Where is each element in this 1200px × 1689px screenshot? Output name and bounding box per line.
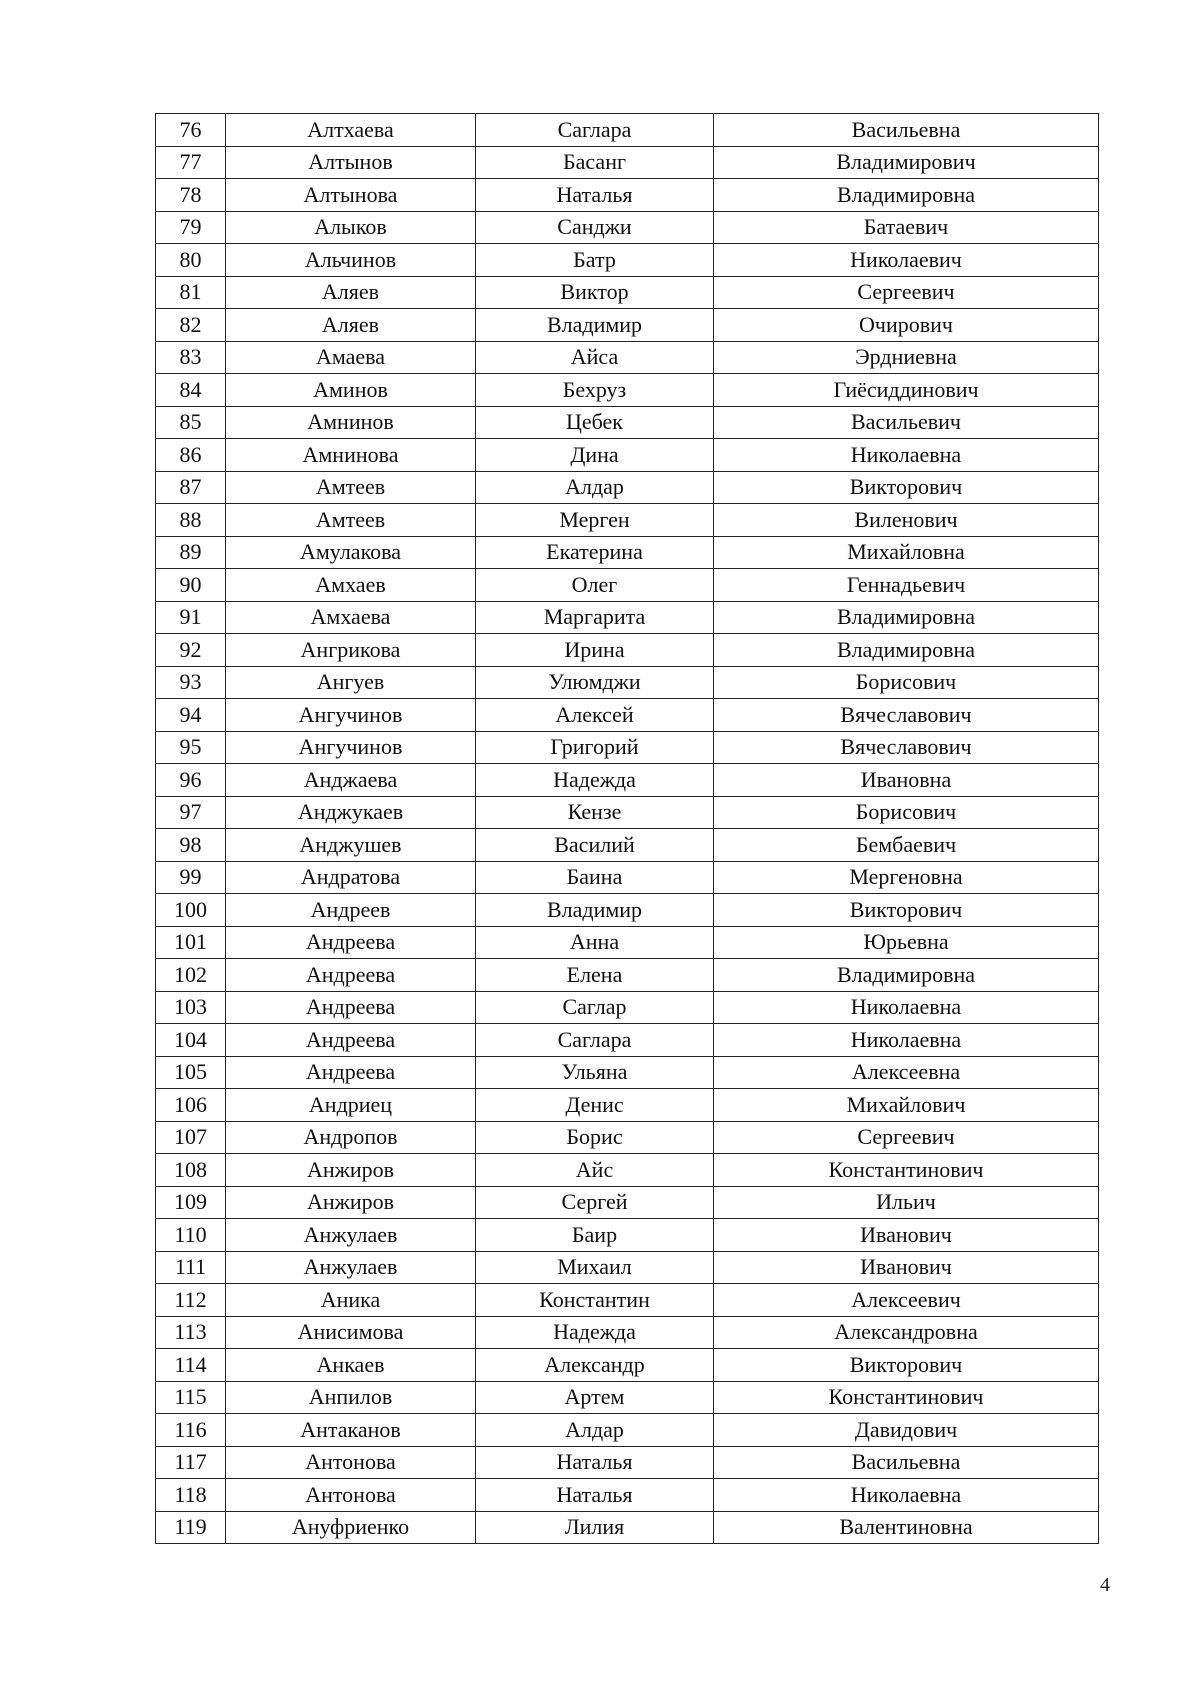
last-name-cell: Амхаев bbox=[226, 569, 476, 602]
row-number-cell: 108 bbox=[156, 1154, 226, 1187]
last-name-cell: Андратова bbox=[226, 861, 476, 894]
patronymic-cell: Ивановна bbox=[714, 764, 1099, 797]
last-name-cell: Анпилов bbox=[226, 1381, 476, 1414]
patronymic-cell: Сергеевич bbox=[714, 1121, 1099, 1154]
last-name-cell: Анджаева bbox=[226, 764, 476, 797]
first-name-cell: Басанг bbox=[476, 146, 714, 179]
last-name-cell: Амнинова bbox=[226, 439, 476, 472]
first-name-cell: Надежда bbox=[476, 764, 714, 797]
table-row bbox=[156, 666, 1099, 699]
table-row bbox=[156, 1446, 1099, 1479]
patronymic-cell: Давидович bbox=[714, 1414, 1099, 1447]
table-row bbox=[156, 374, 1099, 407]
patronymic-cell: Николаевна bbox=[714, 991, 1099, 1024]
table-row bbox=[156, 1154, 1099, 1187]
patronymic-cell: Борисович bbox=[714, 666, 1099, 699]
first-name-cell: Наталья bbox=[476, 1479, 714, 1512]
row-number-cell: 114 bbox=[156, 1349, 226, 1382]
row-number-cell: 96 bbox=[156, 764, 226, 797]
patronymic-cell: Николаевна bbox=[714, 1024, 1099, 1057]
table-row bbox=[156, 1316, 1099, 1349]
table-row bbox=[156, 276, 1099, 309]
row-number-cell: 105 bbox=[156, 1056, 226, 1089]
row-number-cell: 85 bbox=[156, 406, 226, 439]
patronymic-cell: Николаевна bbox=[714, 439, 1099, 472]
patronymic-cell: Эрдниевна bbox=[714, 341, 1099, 374]
first-name-cell: Баир bbox=[476, 1219, 714, 1252]
row-number-cell: 87 bbox=[156, 471, 226, 504]
row-number-cell: 97 bbox=[156, 796, 226, 829]
first-name-cell: Василий bbox=[476, 829, 714, 862]
row-number-cell: 78 bbox=[156, 179, 226, 212]
patronymic-cell: Мергеновна bbox=[714, 861, 1099, 894]
last-name-cell: Анжулаев bbox=[226, 1219, 476, 1252]
last-name-cell: Андриец bbox=[226, 1089, 476, 1122]
row-number-cell: 104 bbox=[156, 1024, 226, 1057]
row-number-cell: 103 bbox=[156, 991, 226, 1024]
patronymic-cell: Гиёсиддинович bbox=[714, 374, 1099, 407]
patronymic-cell: Алексеевна bbox=[714, 1056, 1099, 1089]
first-name-cell: Цебек bbox=[476, 406, 714, 439]
last-name-cell: Ангучинов bbox=[226, 731, 476, 764]
last-name-cell: Амулакова bbox=[226, 536, 476, 569]
table-row bbox=[156, 894, 1099, 927]
table-row bbox=[156, 341, 1099, 374]
table-row bbox=[156, 861, 1099, 894]
patronymic-cell: Виленович bbox=[714, 504, 1099, 537]
patronymic-cell: Владимировна bbox=[714, 634, 1099, 667]
last-name-cell: Антонова bbox=[226, 1446, 476, 1479]
first-name-cell: Владимир bbox=[476, 894, 714, 927]
row-number-cell: 82 bbox=[156, 309, 226, 342]
first-name-cell: Саглара bbox=[476, 1024, 714, 1057]
patronymic-cell: Батаевич bbox=[714, 211, 1099, 244]
row-number-cell: 98 bbox=[156, 829, 226, 862]
last-name-cell: Амтеев bbox=[226, 471, 476, 504]
first-name-cell: Баина bbox=[476, 861, 714, 894]
first-name-cell: Виктор bbox=[476, 276, 714, 309]
table-row bbox=[156, 406, 1099, 439]
table-row bbox=[156, 1251, 1099, 1284]
last-name-cell: Анджушев bbox=[226, 829, 476, 862]
last-name-cell: Аника bbox=[226, 1284, 476, 1317]
row-number-cell: 92 bbox=[156, 634, 226, 667]
first-name-cell: Бехруз bbox=[476, 374, 714, 407]
patronymic-cell: Константинович bbox=[714, 1381, 1099, 1414]
patronymic-cell: Юрьевна bbox=[714, 926, 1099, 959]
patronymic-cell: Васильевна bbox=[714, 1446, 1099, 1479]
table-row bbox=[156, 244, 1099, 277]
patronymic-cell: Вячеславович bbox=[714, 731, 1099, 764]
first-name-cell: Саглара bbox=[476, 114, 714, 147]
first-name-cell: Олег bbox=[476, 569, 714, 602]
first-name-cell: Константин bbox=[476, 1284, 714, 1317]
row-number-cell: 83 bbox=[156, 341, 226, 374]
row-number-cell: 106 bbox=[156, 1089, 226, 1122]
patronymic-cell: Викторович bbox=[714, 894, 1099, 927]
row-number-cell: 107 bbox=[156, 1121, 226, 1154]
table-row bbox=[156, 1121, 1099, 1154]
last-name-cell: Андропов bbox=[226, 1121, 476, 1154]
first-name-cell: Алдар bbox=[476, 471, 714, 504]
last-name-cell: Амтеев bbox=[226, 504, 476, 537]
first-name-cell: Мерген bbox=[476, 504, 714, 537]
table-row bbox=[156, 1186, 1099, 1219]
table-row bbox=[156, 1381, 1099, 1414]
last-name-cell: Амаева bbox=[226, 341, 476, 374]
table-row bbox=[156, 114, 1099, 147]
row-number-cell: 101 bbox=[156, 926, 226, 959]
last-name-cell: Аляев bbox=[226, 309, 476, 342]
last-name-cell: Анисимова bbox=[226, 1316, 476, 1349]
table-row bbox=[156, 1284, 1099, 1317]
row-number-cell: 91 bbox=[156, 601, 226, 634]
table-row bbox=[156, 569, 1099, 602]
row-number-cell: 76 bbox=[156, 114, 226, 147]
patronymic-cell: Михайловна bbox=[714, 536, 1099, 569]
first-name-cell: Ирина bbox=[476, 634, 714, 667]
last-name-cell: Амхаева bbox=[226, 601, 476, 634]
last-name-cell: Андреева bbox=[226, 1056, 476, 1089]
table-row bbox=[156, 991, 1099, 1024]
patronymic-cell: Николаевич bbox=[714, 244, 1099, 277]
last-name-cell: Андреева bbox=[226, 959, 476, 992]
table-row bbox=[156, 1479, 1099, 1512]
first-name-cell: Надежда bbox=[476, 1316, 714, 1349]
last-name-cell: Алтхаева bbox=[226, 114, 476, 147]
last-name-cell: Анджукаев bbox=[226, 796, 476, 829]
table-row bbox=[156, 926, 1099, 959]
first-name-cell: Артем bbox=[476, 1381, 714, 1414]
table-row bbox=[156, 179, 1099, 212]
table-row bbox=[156, 1511, 1099, 1544]
last-name-cell: Антаканов bbox=[226, 1414, 476, 1447]
table-row bbox=[156, 211, 1099, 244]
first-name-cell: Алексей bbox=[476, 699, 714, 732]
first-name-cell: Сергей bbox=[476, 1186, 714, 1219]
first-name-cell: Лилия bbox=[476, 1511, 714, 1544]
patronymic-cell: Викторович bbox=[714, 1349, 1099, 1382]
last-name-cell: Антонова bbox=[226, 1479, 476, 1512]
row-number-cell: 117 bbox=[156, 1446, 226, 1479]
patronymic-cell: Вячеславович bbox=[714, 699, 1099, 732]
patronymic-cell: Михайлович bbox=[714, 1089, 1099, 1122]
first-name-cell: Михаил bbox=[476, 1251, 714, 1284]
table-row bbox=[156, 634, 1099, 667]
last-name-cell: Ануфриенко bbox=[226, 1511, 476, 1544]
table-row bbox=[156, 471, 1099, 504]
first-name-cell: Ульяна bbox=[476, 1056, 714, 1089]
last-name-cell: Андреева bbox=[226, 926, 476, 959]
first-name-cell: Дина bbox=[476, 439, 714, 472]
first-name-cell: Айс bbox=[476, 1154, 714, 1187]
first-name-cell: Батр bbox=[476, 244, 714, 277]
row-number-cell: 116 bbox=[156, 1414, 226, 1447]
table-row bbox=[156, 1219, 1099, 1252]
first-name-cell: Улюмджи bbox=[476, 666, 714, 699]
first-name-cell: Александр bbox=[476, 1349, 714, 1382]
names-table-body bbox=[156, 114, 1099, 1544]
patronymic-cell: Бембаевич bbox=[714, 829, 1099, 862]
first-name-cell: Владимир bbox=[476, 309, 714, 342]
row-number-cell: 102 bbox=[156, 959, 226, 992]
row-number-cell: 86 bbox=[156, 439, 226, 472]
row-number-cell: 79 bbox=[156, 211, 226, 244]
first-name-cell: Денис bbox=[476, 1089, 714, 1122]
first-name-cell: Григорий bbox=[476, 731, 714, 764]
row-number-cell: 111 bbox=[156, 1251, 226, 1284]
last-name-cell: Аляев bbox=[226, 276, 476, 309]
patronymic-cell: Васильевна bbox=[714, 114, 1099, 147]
row-number-cell: 110 bbox=[156, 1219, 226, 1252]
table-row bbox=[156, 601, 1099, 634]
last-name-cell: Андреева bbox=[226, 1024, 476, 1057]
row-number-cell: 89 bbox=[156, 536, 226, 569]
first-name-cell: Алдар bbox=[476, 1414, 714, 1447]
last-name-cell: Андреева bbox=[226, 991, 476, 1024]
patronymic-cell: Ильич bbox=[714, 1186, 1099, 1219]
table-row bbox=[156, 796, 1099, 829]
last-name-cell: Анжиров bbox=[226, 1186, 476, 1219]
table-row bbox=[156, 1056, 1099, 1089]
names-table bbox=[155, 113, 1099, 1544]
row-number-cell: 109 bbox=[156, 1186, 226, 1219]
last-name-cell: Ангучинов bbox=[226, 699, 476, 732]
last-name-cell: Алтынова bbox=[226, 179, 476, 212]
patronymic-cell: Владимировна bbox=[714, 601, 1099, 634]
row-number-cell: 88 bbox=[156, 504, 226, 537]
row-number-cell: 81 bbox=[156, 276, 226, 309]
patronymic-cell: Николаевна bbox=[714, 1479, 1099, 1512]
row-number-cell: 84 bbox=[156, 374, 226, 407]
table-row bbox=[156, 959, 1099, 992]
last-name-cell: Анжулаев bbox=[226, 1251, 476, 1284]
row-number-cell: 115 bbox=[156, 1381, 226, 1414]
first-name-cell: Борис bbox=[476, 1121, 714, 1154]
first-name-cell: Екатерина bbox=[476, 536, 714, 569]
first-name-cell: Санджи bbox=[476, 211, 714, 244]
table-row bbox=[156, 504, 1099, 537]
row-number-cell: 112 bbox=[156, 1284, 226, 1317]
first-name-cell: Наталья bbox=[476, 179, 714, 212]
row-number-cell: 94 bbox=[156, 699, 226, 732]
table-row bbox=[156, 146, 1099, 179]
first-name-cell: Айса bbox=[476, 341, 714, 374]
table-row bbox=[156, 829, 1099, 862]
patronymic-cell: Геннадьевич bbox=[714, 569, 1099, 602]
patronymic-cell: Алексеевич bbox=[714, 1284, 1099, 1317]
table-row bbox=[156, 309, 1099, 342]
table-row bbox=[156, 1414, 1099, 1447]
row-number-cell: 80 bbox=[156, 244, 226, 277]
row-number-cell: 90 bbox=[156, 569, 226, 602]
table-row bbox=[156, 1024, 1099, 1057]
last-name-cell: Анжиров bbox=[226, 1154, 476, 1187]
row-number-cell: 95 bbox=[156, 731, 226, 764]
last-name-cell: Алтынов bbox=[226, 146, 476, 179]
first-name-cell: Кензе bbox=[476, 796, 714, 829]
last-name-cell: Альчинов bbox=[226, 244, 476, 277]
table-row bbox=[156, 1349, 1099, 1382]
patronymic-cell: Сергеевич bbox=[714, 276, 1099, 309]
patronymic-cell: Иванович bbox=[714, 1251, 1099, 1284]
row-number-cell: 100 bbox=[156, 894, 226, 927]
patronymic-cell: Владимирович bbox=[714, 146, 1099, 179]
page-number: 4 bbox=[1100, 1574, 1110, 1596]
patronymic-cell: Валентиновна bbox=[714, 1511, 1099, 1544]
first-name-cell: Саглар bbox=[476, 991, 714, 1024]
first-name-cell: Анна bbox=[476, 926, 714, 959]
row-number-cell: 77 bbox=[156, 146, 226, 179]
first-name-cell: Елена bbox=[476, 959, 714, 992]
patronymic-cell: Иванович bbox=[714, 1219, 1099, 1252]
patronymic-cell: Борисович bbox=[714, 796, 1099, 829]
table-row bbox=[156, 439, 1099, 472]
patronymic-cell: Константинович bbox=[714, 1154, 1099, 1187]
last-name-cell: Анкаев bbox=[226, 1349, 476, 1382]
patronymic-cell: Викторович bbox=[714, 471, 1099, 504]
row-number-cell: 113 bbox=[156, 1316, 226, 1349]
table-row bbox=[156, 1089, 1099, 1122]
patronymic-cell: Очирович bbox=[714, 309, 1099, 342]
patronymic-cell: Владимировна bbox=[714, 179, 1099, 212]
last-name-cell: Ангуев bbox=[226, 666, 476, 699]
last-name-cell: Ангрикова bbox=[226, 634, 476, 667]
last-name-cell: Аминов bbox=[226, 374, 476, 407]
last-name-cell: Амнинов bbox=[226, 406, 476, 439]
patronymic-cell: Владимировна bbox=[714, 959, 1099, 992]
last-name-cell: Андреев bbox=[226, 894, 476, 927]
row-number-cell: 118 bbox=[156, 1479, 226, 1512]
row-number-cell: 119 bbox=[156, 1511, 226, 1544]
table-row bbox=[156, 699, 1099, 732]
table-row bbox=[156, 731, 1099, 764]
last-name-cell: Алыков bbox=[226, 211, 476, 244]
table-row bbox=[156, 764, 1099, 797]
patronymic-cell: Александровна bbox=[714, 1316, 1099, 1349]
table-row bbox=[156, 536, 1099, 569]
first-name-cell: Наталья bbox=[476, 1446, 714, 1479]
patronymic-cell: Васильевич bbox=[714, 406, 1099, 439]
row-number-cell: 93 bbox=[156, 666, 226, 699]
row-number-cell: 99 bbox=[156, 861, 226, 894]
first-name-cell: Маргарита bbox=[476, 601, 714, 634]
